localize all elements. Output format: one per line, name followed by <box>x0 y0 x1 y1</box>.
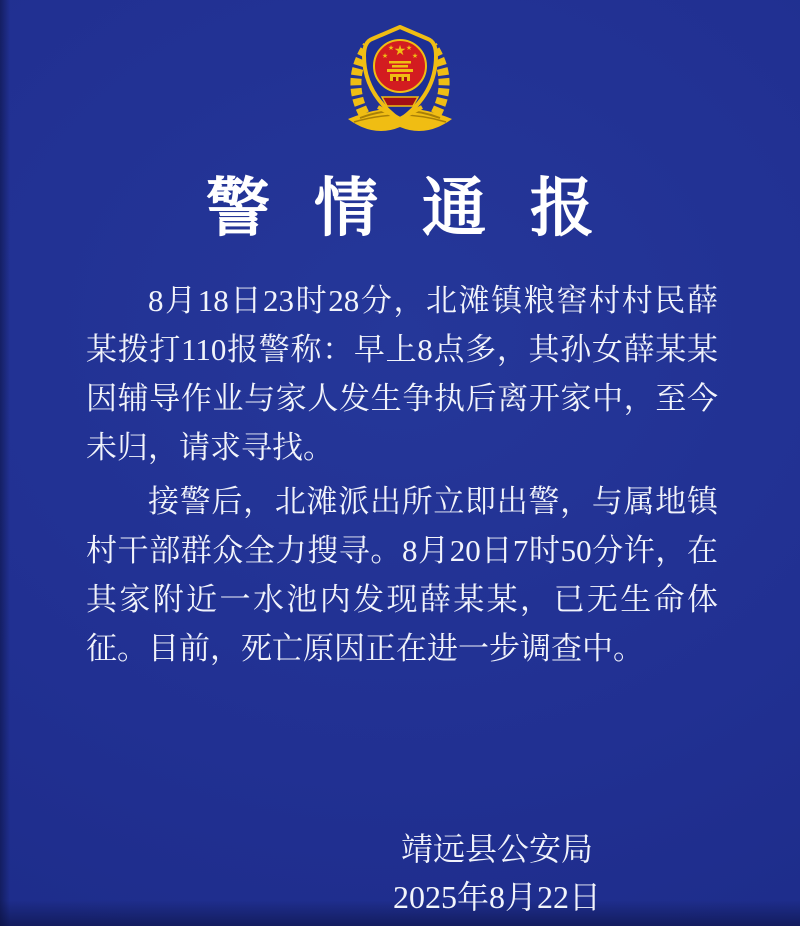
svg-text:★: ★ <box>381 52 389 60</box>
svg-text:★: ★ <box>405 44 413 52</box>
svg-text:★: ★ <box>387 44 395 52</box>
notice-body <box>86 276 718 673</box>
signature-date: 2025年8月22日 <box>392 879 601 915</box>
signature-agency: 靖远县公安局 <box>400 831 593 867</box>
signature-block <box>194 825 800 921</box>
notice-title: 警情通报 <box>206 173 638 244</box>
notice-paragraph-1: 8月18日23时28分，北滩镇粮窖村村民薛某拨打110报警称：早上8点多，其孙女薛某某因辅导作业与家人发生争执后离开家中，至今未归，请求寻找。 <box>86 283 718 465</box>
police-badge-icon <box>338 22 462 142</box>
svg-text:★: ★ <box>393 44 407 59</box>
svg-text:★: ★ <box>411 52 419 60</box>
notice-paragraph-2: 接警后，北滩派出所立即出警，与属地镇村干部群众全力搜寻。8月20日7时50分许，在其家附近一水池内发现薛某某，已无生命体征。目前，死亡原因正在进一步调查中。 <box>86 484 718 666</box>
